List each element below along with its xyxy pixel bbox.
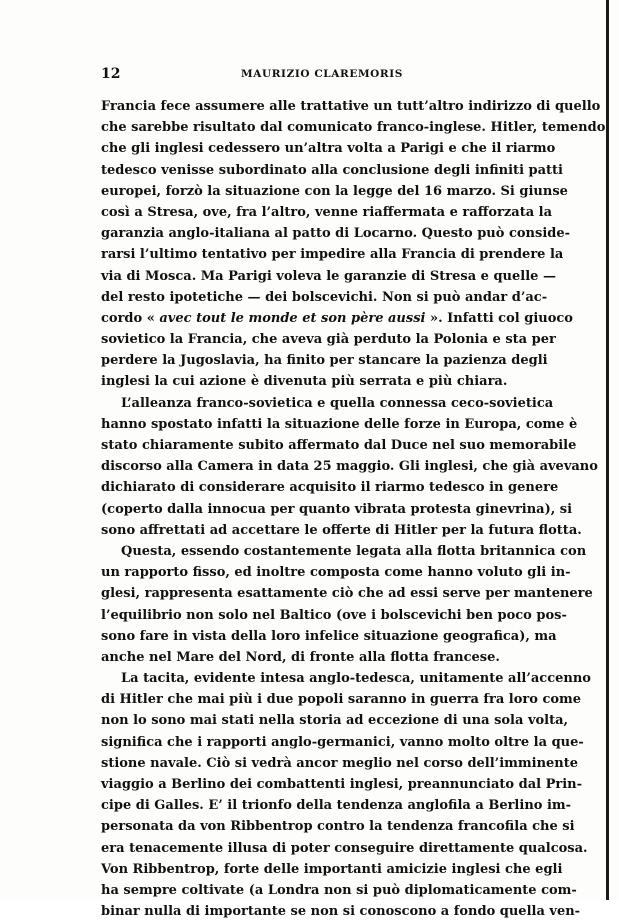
text-line: che gli inglesi cedessero un’altra volta a Parigi e che il riarmo (101, 141, 556, 157)
running-head-author: MAURIZIO CLAREMORIS (241, 68, 403, 80)
text-line: significa che i rapporti anglo-germanici, vanno molto oltre la que- (101, 734, 584, 750)
text-line: binar nulla di importante se non si conoscono a fondo quella ven- (101, 904, 581, 920)
text-body (101, 96, 606, 922)
text-span: ». Infatti col giuoco (425, 310, 573, 326)
page-edge-line (606, 0, 609, 900)
text-line: ha sempre coltivate (a Londra non si può diplomaticamente com- (101, 882, 577, 898)
text-line: era tenacemente illusa di poter conseguire direttamente qualcosa. (101, 840, 588, 856)
italic-quote: avec tout le monde et son père aussi (159, 310, 426, 326)
text-line: di Hitler che mai più i due popoli saranno in guerra fra loro come (101, 692, 582, 708)
text-line: sovietico la Francia, che aveva già perduto la Polonia e sta per (101, 332, 556, 348)
text-line: Francia fece assumere alle trattative un tutt’altro indirizzo di quello (101, 99, 601, 114)
paragraph-1 (101, 96, 606, 393)
text-line: tedesco venisse subordinato alla conclusione degli infiniti patti (101, 162, 563, 178)
paragraph-4 (101, 668, 591, 922)
text-line: viaggio a Berlino dei combattenti inglesi, preannunciato dal Prin- (101, 777, 582, 792)
text-line: stione navale. Ciò si vedrà ancor meglio nel corso dell’imminente (101, 755, 579, 771)
text-line: garanzia anglo-italiana al patto di Locarno. Questo può conside- (101, 226, 571, 242)
text-line: discorso alla Camera in data 25 maggio. Gli inglesi, che già avevano (101, 459, 598, 475)
text-line: europei, forzò la situazione con la legge del 16 marzo. Si giunse (101, 183, 568, 199)
text-line: perdere la Jugoslavia, ha finito per stancare la pazienza degli (101, 353, 548, 369)
page-number: 12 (101, 66, 121, 82)
running-head (101, 66, 541, 86)
text-line: non lo sono mai stati nella storia ad eccezione di una sola volta, (101, 713, 569, 729)
paragraph-3 (101, 541, 593, 668)
text-line: glesi, rappresenta esattamente ciò che ad essi serve per mantenere (101, 586, 593, 602)
text-line: del resto ipotetiche — dei bolscevichi. Non si può andar d’ac- (101, 289, 548, 305)
text-line: dichiarato di considerare acquisito il riarmo tedesco in genere (101, 480, 559, 496)
text-line: sono affrettati ad accettare le offerte di Hitler per la futura flotta. (101, 522, 582, 538)
text-line: cipe di Galles. E’ il trionfo della tendenza anglofila a Berlino im- (101, 798, 572, 814)
paragraph-2 (101, 393, 598, 541)
text-span: cordo « (101, 310, 160, 326)
text-line: personata da von Ribbentrop contro la tendenza francofila che si (101, 819, 575, 835)
text-line: sono fare in vista della loro infelice situazione geografica), ma (101, 628, 557, 644)
text-line: che sarebbe risultato dal comunicato franco-inglese. Hitler, temendo (101, 120, 606, 136)
text-line: anche nel Mare del Nord, di fronte alla flotta francese. (101, 649, 500, 665)
text-line: Von Ribbentrop, forte delle importanti amicizie inglesi che egli (101, 861, 563, 877)
text-line: l’equilibrio non solo nel Baltico (ove i bolscevichi ben poco pos- (101, 607, 567, 623)
text-line: La tacita, evidente intesa anglo-tedesca, unitamente all’accenno (121, 671, 591, 687)
text-line: stato chiaramente subito affermato dal Duce nel suo memorabile (101, 438, 577, 453)
text-line: (coperto dalla innocua per quanto vibrata protesta ginevrina), si (101, 501, 573, 517)
text-line-with-italic (101, 308, 573, 329)
text-line: inglesi la cui azione è divenuta più serrata e più chiara. (101, 374, 508, 390)
text-line: via di Mosca. Ma Parigi voleva le garanzie di Stresa e quelle — (101, 268, 556, 284)
text-line: Questa, essendo costantemente legata alla flotta britannica con (121, 543, 587, 559)
text-line: L’alleanza franco-sovietica e quella connessa ceco-sovietica (121, 395, 554, 411)
text-line: hanno spostato infatti la situazione delle forze in Europa, come è (101, 416, 578, 432)
text-line: rarsi l’ultimo tentativo per impedire alla Francia di prendere la (101, 247, 564, 263)
text-line: così a Stresa, ove, fra l’altro, venne riaffermata e rafforzata la (101, 204, 553, 220)
text-line: un rapporto fisso, ed inoltre composta come hanno voluto gli in- (101, 565, 571, 581)
